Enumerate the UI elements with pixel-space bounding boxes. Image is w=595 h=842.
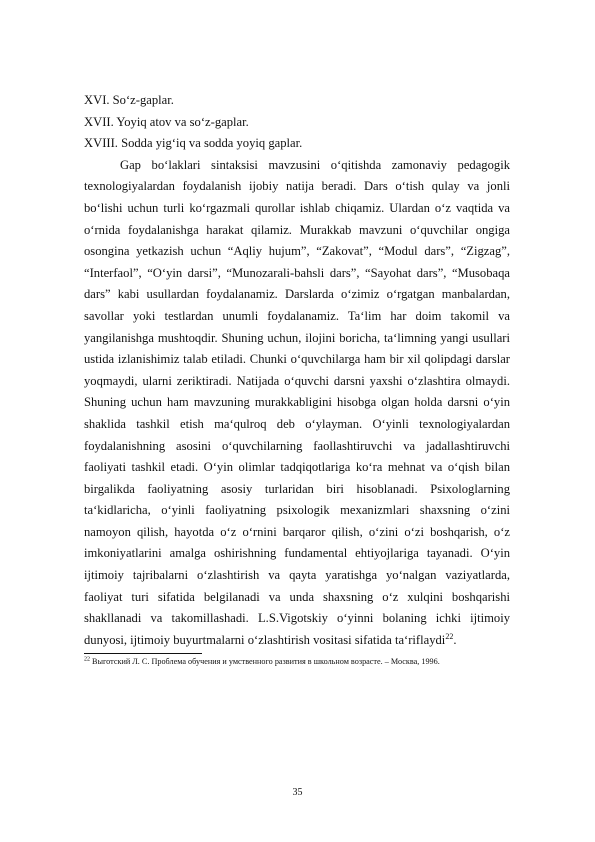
list-item-xvi: XVI. So‘z-gaplar. (84, 93, 174, 107)
footnote-text: Выготский Л. С. Проблема обучения и умственного развития в школьном возрасте. – Москва, 1996. (90, 657, 440, 667)
footnote-number: 22 (84, 656, 90, 663)
footnote-reference[interactable]: 22 (445, 631, 454, 641)
body-paragraph (84, 155, 510, 652)
page-number: 35 (292, 787, 303, 798)
paragraph-end-punct: . (453, 632, 457, 647)
footnote-divider (84, 653, 202, 654)
paragraph-text: Gap bo‘laklari sintaksisi mavzusini o‘qitishda zamonaviy pedagogik texnologiyalardan foydalanish ijobiy natija beradi. Dars o‘tish qulay va jonli bo‘lishi uchun turli ko‘rgazmali qurollar ishlab chiqamiz. Ulardan o‘z vaqtida va o‘rnida foydalanishga harakat qilamiz. Murakkab mavzuni o‘quvchilar ongiga osongina yetkazish uchun “Aqliy hujum”, “Zakovat”, “Modul dars”, “Zigzag”, “Interfaol”, “O‘yin darsi”, “Munozarali-bahsli dars”, “Sayohat dars”, “Musobaqa dars” kabi usullardan foydalanamiz. Darslarda o‘zimiz o‘rgatgan manbalardan, savollar yoki testlardan unumli foydalanamiz. Ta‘lim har doim takomil va yangilanishga mushtoqdir. Shuning uchun, ilojini boricha, ta‘limning yangi usullari ustida izlanishimiz talab etiladi. Chunki o‘quvchilarga ham bir xil qolipdagi darslar yoqmaydi, ularni zeriktiradi. Natijada o‘quvchi darsni yaxshi o‘zlashtira olmaydi. Shuning uchun ham mavzuning murakkabligini hisobga olgan holda darsni o‘yin shaklida tashkil etish ma‘qulroq deb o‘ylayman. O‘yinli texnologiyalardan foydalanishning asosini o‘quvchilarning faollashtiruvchi va jadallashtiruvchi faoliyati tashkil etadi. O‘yin olimlar tadqiqotlariga ko‘ra mehnat va o‘qish bilan birgalikda faoliyatning asosiy turlaridan biri hisoblanadi. Psixologlarning ta‘kidlaricha, o‘yinli faoliyatning psixologik mexanizmlari shaxsning o‘zini namoyon qilish, hayotda o‘z o‘rnini barqaror qilish, o‘zini o‘zi boshqarish, o‘z imkoniyatlarini amalga oshirishning fundamental ehtiyojlariga tayanadi. O‘yin ijtimoiy tajribalarni o‘zlashtirish va qayta yaratishga yo‘nalgan vaziyatlarda, faoliyat turi sifatida belgilanadi va unda shaxsning o‘z xulqini boshqarishi shakllanadi va takomillashadi. L.S.Vigotskiy o‘yinni bolaning ichki ijtimoiy dunyosi, ijtimoiy buyurtmalarni o‘zlashtirish vositasi sifatida ta‘riflaydi (84, 157, 510, 647)
document-page (84, 90, 510, 668)
list-item-xvii: XVII. Yoyiq atov va so‘z-gaplar. (84, 114, 249, 129)
list-item-xviii: XVIII. Sodda yig‘iq va sodda yoyiq gaplar. (84, 136, 303, 151)
footnote (84, 655, 510, 668)
